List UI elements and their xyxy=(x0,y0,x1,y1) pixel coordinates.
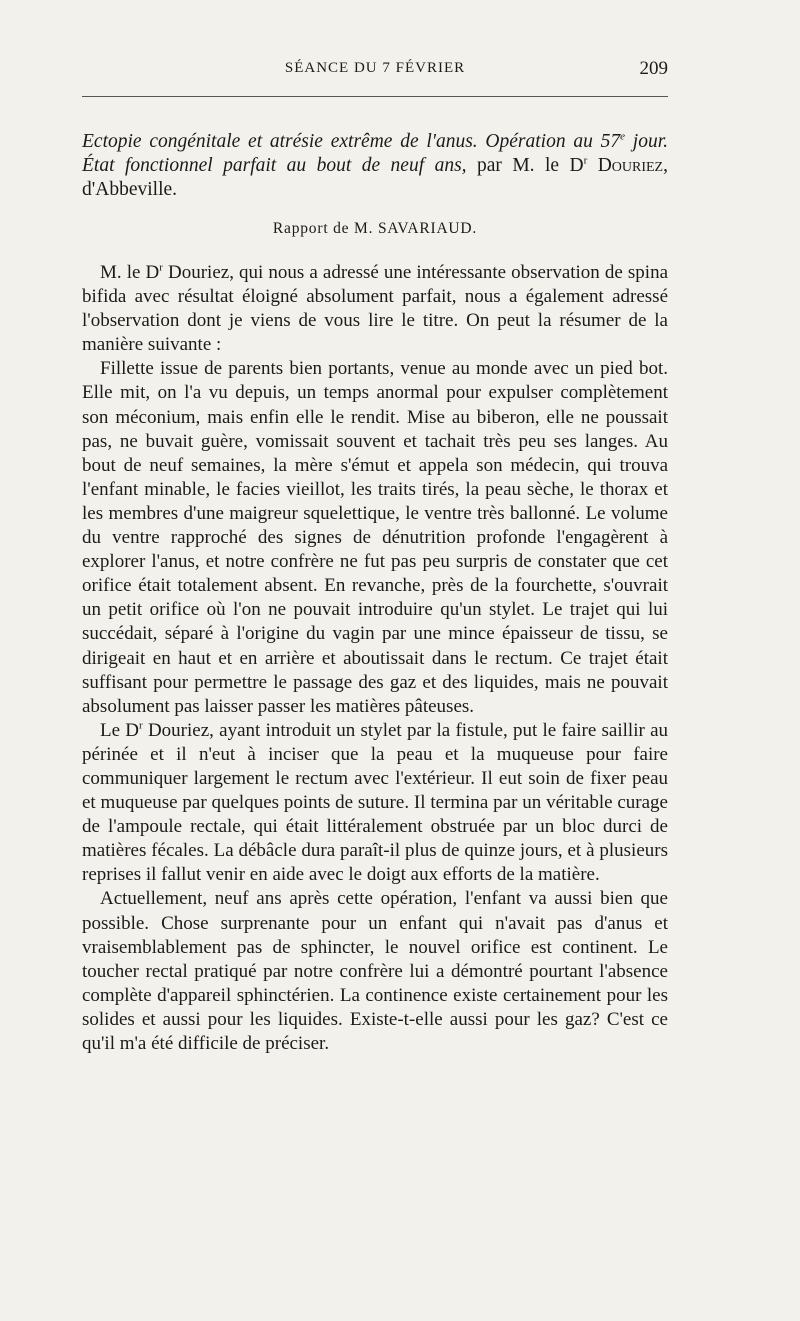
article-title xyxy=(82,130,668,202)
body-text xyxy=(82,261,668,1056)
page-number: 209 xyxy=(639,58,668,79)
author-place: d'Abbeville. xyxy=(82,179,178,200)
paragraph-1-superscript: r xyxy=(159,261,163,274)
paragraph-2: Fillette issue de parents bien portants, venue au monde avec un pied bot. Elle mit, on l'a vu depuis, un temps anormal pour expulser complètement son méconium, mais enfin elle le rendit. Mise au biberon, elle ne poussait pas, ne buvait guère, vomissait souvent et tachait très peu ses langes. Au bout de neuf semaines, la mère s'émut et appela son médecin, qui trouva l'enfant minable, le facies vieillot, les traits tirés, la peau sèche, le thorax et les membres d'une maigreur squelettique, le ventre très ballonné. Le volume du ventre rapproché des signes de dénutrition profonde l'engagèrent à explorer l'anus, et notre confrère ne fut pas peu surpris de constater que cet orifice était totalement absent. En revanche, près de la fourchette, s'ouvrait un petit orifice où l'on ne pouvait introduire qu'un stylet. Le trajet qui lui succédait, séparé à l'origine du vagin par une mince épaisseur de tissu, se dirigeait en haut et en arrière et aboutissait dans le rectum. Ce trajet était suffisant pour permettre le passage des gaz et des liquides, mais ne pouvait absolument pas laisser passer les matières pâteuses. xyxy=(82,358,668,717)
title-superscript: e xyxy=(620,130,626,143)
title-text-2: jour. État fonctionnel parfait au bout de neuf ans, xyxy=(82,131,668,176)
header-rule xyxy=(82,96,668,97)
paragraph-1-text: Douriez, qui nous a adressé une intéressante observation de spina bifida avec résultat éloigné absolument parfait, nous a également adressé l'observation dont je viens de vous lire le titre. On peut la résumer de la manière suivante : xyxy=(82,262,669,356)
author-name: Douriez, xyxy=(587,155,668,176)
running-title: SÉANCE DU 7 FÉVRIER xyxy=(284,60,466,76)
paragraph-3-superscript: r xyxy=(139,719,143,732)
paragraph-4: Actuellement, neuf ans après cette opération, l'enfant va aussi bien que possible. Chose surprenante pour un enfant qui n'avait pas d'anus et vraisemblablement pas de sphincter, le nouvel orifice est continent. Le toucher rectal pratiqué par notre confrère lui a démontré pourtant l'absence complète d'appareil sphinctérien. La continence existe certainement pour les solides et aussi pour les liquides. Existe-t-elle aussi pour les gaz? C'est ce qu'il m'a été difficile de préciser. xyxy=(82,888,668,1054)
paragraph-3-text: Douriez, ayant introduit un stylet par la fistule, put le faire saillir au périnée et il n'eut à inciser que la peau et la muqueuse pour faire communiquer largement le rectum avec l'extérieur. Il eut soin de fixer peau et muqueuse par quelques points de suture. Il termina par un véritable curage de l'ampoule rectale, qui était littéralement obstruée par un bloc durci de matières fécales. La débâcle dura paraît-il plus de quinze jours, et à plusieurs reprises il fallut venir en aide avec le doigt aux efforts de la matière. xyxy=(82,719,668,886)
title-text-1: Ectopie congénitale et atrésie extrême de l'anus. Opération au 57 xyxy=(82,131,621,152)
paragraph-3-start: Le D xyxy=(100,719,140,741)
author-prefix: par M. le D xyxy=(466,155,584,176)
report-line: Rapport de M. SAVARIAUD. xyxy=(272,220,478,237)
paragraph-3 xyxy=(82,719,668,888)
paragraph-1-start: M. le D xyxy=(100,262,160,283)
paragraph-1 xyxy=(82,261,668,357)
page-header xyxy=(82,58,668,84)
author-superscript: r xyxy=(583,154,588,167)
